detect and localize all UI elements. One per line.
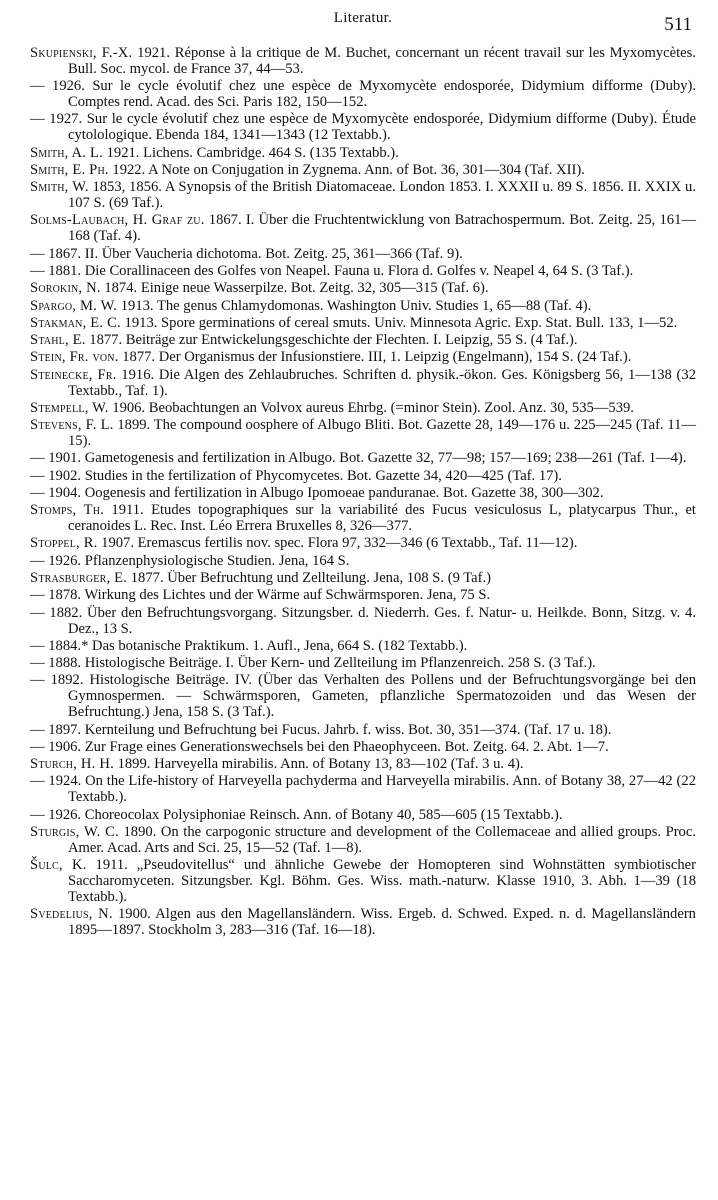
entry-author: Steinecke, Fr.	[30, 366, 117, 383]
bibliography-entry	[30, 469, 696, 485]
entry-text: 1913. The genus Chlamydomonas. Washington Univ. Studies 1, 65—88 (Taf. 4).	[117, 297, 592, 314]
bibliography-entry	[30, 588, 696, 604]
bibliography-entry	[30, 264, 696, 280]
bibliography-entry	[30, 774, 696, 806]
entry-text: 1867. I. Über die Fruchtentwicklung von Batrachospermum. Bot. Zeitg. 25, 161—168 (Taf. 4).	[68, 212, 696, 245]
bibliography-entry	[30, 146, 696, 162]
bibliography-entry	[30, 368, 696, 400]
bibliography-entry	[30, 112, 696, 144]
entry-text: 1877. Beiträge zur Entwickelungsgeschichte der Flechten. I. Leipzig, 55 S. (4 Taf.).	[85, 332, 578, 349]
bibliography-list	[30, 46, 696, 939]
bibliography-entry	[30, 656, 696, 672]
bibliography-entry	[30, 723, 696, 739]
bibliography-entry	[30, 536, 696, 552]
bibliography-entry	[30, 163, 696, 179]
bibliography-entry	[30, 316, 696, 332]
entry-text: — 1924. On the Life-history of Harveyella pachyderma and Harveyella mirabilis. Ann. of Botany 38, 27—42 (22 Textabb.).	[30, 773, 696, 806]
bibliography-entry	[30, 350, 696, 366]
entry-text: 1921. Réponse à la critique de M. Buchet, concernant un récent travail sur les Myxomycètes. Bull. Soc. mycol. de France 37, 44—53.	[68, 45, 696, 77]
entry-text: — 1897. Kernteilung und Befruchtung bei Fucus. Jahrb. f. wiss. Bot. 30, 351—374. (Taf. 17 u. 18).	[30, 721, 612, 738]
entry-author: Smith, E. Ph.	[30, 161, 109, 178]
entry-text: 1877. Der Organismus der Infusionstiere. III, 1. Leipzig (Engelmann), 154 S. (24 Taf.).	[118, 349, 632, 366]
entry-author: Stevens, F. L.	[30, 417, 114, 434]
bibliography-entry	[30, 757, 696, 773]
entry-author: Sturch, H. H.	[30, 756, 114, 773]
entry-text: — 1882. Über den Befruchtungsvorgang. Sitzungsber. d. Niederrh. Ges. f. Natur- u. Heilkde. Bonn, Sitzg. v. 4. Dez., 13 S.	[30, 604, 696, 637]
entry-text: — 1926. Choreocolax Polysiphoniae Reinsch. Ann. of Botany 40, 585—605 (15 Textabb.).	[30, 806, 563, 823]
entry-text: 1900. Algen aus den Magellansländern. Wiss. Ergeb. d. Schwed. Exped. n. d. Magellansländern 1895—1897. Stockholm 3, 283—316 (Taf. 16—18).	[68, 906, 696, 939]
entry-text: 1911. „Pseudovitellus“ und ähnliche Gewebe der Homopteren sind Wohnstätten symbiotischer Saccharomyceten. Sitzungsber. Kgl. Böhm. Ges. Wiss. math.-naturw. Klasse 1910, 3. Abh. 1—39 (18 Textabb.).	[68, 857, 697, 905]
entry-author: Smith, W.	[30, 179, 89, 196]
bibliography-entry	[30, 247, 696, 263]
bibliography-entry	[30, 486, 696, 502]
entry-text: 1890. On the carpogonic structure and development of the Collemaceae and allied groups. Proc. Amer. Acad. Arts and Sci. 25, 15—52 (Taf. 1—8).	[68, 823, 696, 856]
page-number: 511	[664, 14, 692, 35]
entry-text: — 1904. Oogenesis and fertilization in Albugo Ipomoeae panduranae. Bot. Gazette 38, 300—302.	[30, 484, 604, 501]
entry-text: 1922. A Note on Conjugation in Zygnema. Ann. of Bot. 36, 301—304 (Taf. XII).	[108, 161, 585, 178]
bibliography-entry	[30, 503, 696, 535]
bibliography-entry	[30, 673, 696, 721]
entry-text: — 1926. Pflanzenphysiologische Studien. Jena, 164 S.	[30, 552, 350, 569]
bibliography-entry	[30, 554, 696, 570]
entry-author: Stempell, W.	[30, 399, 109, 416]
entry-text: 1906. Beobachtungen an Volvox aureus Ehrbg. (=minor Stein). Zool. Anz. 30, 535—539.	[108, 399, 634, 416]
entry-author: Stein, Fr. von.	[30, 349, 119, 366]
page-header	[30, 6, 696, 46]
entry-author: Solms-Laubach, H. Graf zu.	[30, 212, 205, 229]
bibliography-entry	[30, 808, 696, 824]
bibliography-entry	[30, 281, 696, 297]
entry-text: 1916. Die Algen des Zehlaubruches. Schriften d. physik.-ökon. Ges. Königsberg 56, 1—138 (32 Textabb., Taf. 1).	[68, 366, 696, 399]
entry-text: — 1906. Zur Frage eines Generationswechsels bei den Phaeophyceen. Bot. Zeitg. 64. 2. Abt. 1—7.	[30, 738, 609, 755]
entry-author: Stomps, Th.	[30, 502, 105, 519]
entry-author: Strasburger, E.	[30, 570, 128, 587]
entry-author: Stakman, E. C.	[30, 314, 121, 331]
entry-text: — 1926. Sur le cycle évolutif chez une espèce de Myxomycète endosporée, Didymium difforme (Duby). Comptes rend. Acad. des Sci. Paris 182, 150—152.	[30, 78, 696, 111]
bibliography-entry	[30, 333, 696, 349]
entry-text: — 1888. Histologische Beiträge. I. Über Kern- und Zellteilung im Pflanzenreich. 258 S. (3 Taf.).	[30, 655, 596, 672]
entry-text: — 1927. Sur le cycle évolutif chez une espèce de Myxomycète endosporée, Didymium difforme (Duby). Étude cytolologique. Ebenda 184, 1341—1343 (12 Textabb.).	[30, 111, 696, 144]
entry-author: Sorokin, N.	[30, 280, 101, 297]
bibliography-entry	[30, 825, 696, 857]
entry-text: — 1867. II. Über Vaucheria dichotoma. Bot. Zeitg. 25, 361—366 (Taf. 9).	[30, 245, 463, 262]
entry-text: 1907. Eremascus fertilis nov. spec. Flora 97, 332—346 (6 Textabb., Taf. 11—12).	[97, 535, 578, 552]
entry-author: Stoppel, R.	[30, 535, 98, 552]
bibliography-entry	[30, 639, 696, 655]
bibliography-entry	[30, 79, 696, 111]
bibliography-entry	[30, 606, 696, 638]
entry-text: 1913. Spore germinations of cereal smuts. Univ. Minnesota Agric. Exp. Stat. Bull. 133, 1—52.	[120, 314, 678, 331]
entry-author: Skupienski, F.-X.	[30, 45, 133, 61]
bibliography-entry	[30, 180, 696, 212]
bibliography-entry	[30, 418, 696, 450]
bibliography-entry	[30, 213, 696, 245]
entry-text: — 1878. Wirkung des Lichtes und der Wärme auf Schwärmsporen. Jena, 75 S.	[30, 587, 491, 604]
bibliography-entry	[30, 571, 696, 587]
entry-author: Svedelius, N.	[30, 906, 113, 923]
running-title: Literatur.	[333, 10, 393, 26]
bibliography-entry	[30, 451, 696, 467]
entry-author: Smith, A. L.	[30, 144, 103, 161]
entry-text: 1853, 1856. A Synopsis of the British Diatomaceae. London 1853. I. XXXII u. 89 S. 1856. II. XXIX u. 107 S. (69 Taf.).	[68, 179, 696, 212]
entry-author: Stahl, E.	[30, 332, 86, 349]
entry-text: — 1892. Histologische Beiträge. IV. (Über das Verhalten des Pollens und der Befruchtungsvorgänge bei den Gymnospermen. — Schwärmsporen, Gameten, pflanzliche Spermatozoiden und das Wesen der Befruchtung.) Jena, 158 S. (3 Taf.).	[30, 672, 696, 721]
entry-text: 1911. Etudes topographiques sur la variabilité des Fucus vesiculosus L, platycarpus Thur., et ceranoides L. Rec. Inst. Léo Errera Bruxelles 8, 326—377.	[68, 502, 696, 535]
bibliography-entry	[30, 46, 696, 78]
entry-author: Spargo, M. W.	[30, 297, 118, 314]
entry-text: 1899. Harveyella mirabilis. Ann. of Botany 13, 83—102 (Taf. 3 u. 4).	[113, 756, 524, 773]
entry-author: Sturgis, W. C.	[30, 823, 119, 840]
entry-text: 1921. Lichens. Cambridge. 464 S. (135 Textabb.).	[102, 144, 399, 161]
entry-text: — 1901. Gametogenesis and fertilization in Albugo. Bot. Gazette 32, 77—98; 157—169; 238—261 (Taf. 1—4).	[30, 450, 687, 467]
entry-text: 1877. Über Befruchtung und Zellteilung. Jena, 108 S. (9 Taf.)	[127, 570, 491, 587]
entry-text: — 1881. Die Corallinaceen des Golfes von Neapel. Fauna u. Flora d. Golfes v. Neapel 4, 64 S. (3 Taf.).	[30, 262, 634, 279]
entry-text: — 1902. Studies in the fertilization of Phycomycetes. Bot. Gazette 34, 420—425 (Taf. 17).	[30, 467, 562, 484]
bibliography-entry	[30, 740, 696, 756]
bibliography-entry	[30, 401, 696, 417]
bibliography-entry	[30, 907, 696, 939]
entry-author: Šulc, K.	[30, 857, 87, 874]
bibliography-entry	[30, 858, 696, 906]
bibliography-entry	[30, 299, 696, 315]
entry-text: 1874. Einige neue Wasserpilze. Bot. Zeitg. 32, 305—315 (Taf. 6).	[100, 280, 489, 297]
entry-text: 1899. The compound oosphere of Albugo Bliti. Bot. Gazette 28, 149—176 u. 225—245 (Taf. 11—15).	[68, 417, 696, 450]
entry-text: — 1884.* Das botanische Praktikum. 1. Aufl., Jena, 664 S. (182 Textabb.).	[30, 637, 468, 654]
